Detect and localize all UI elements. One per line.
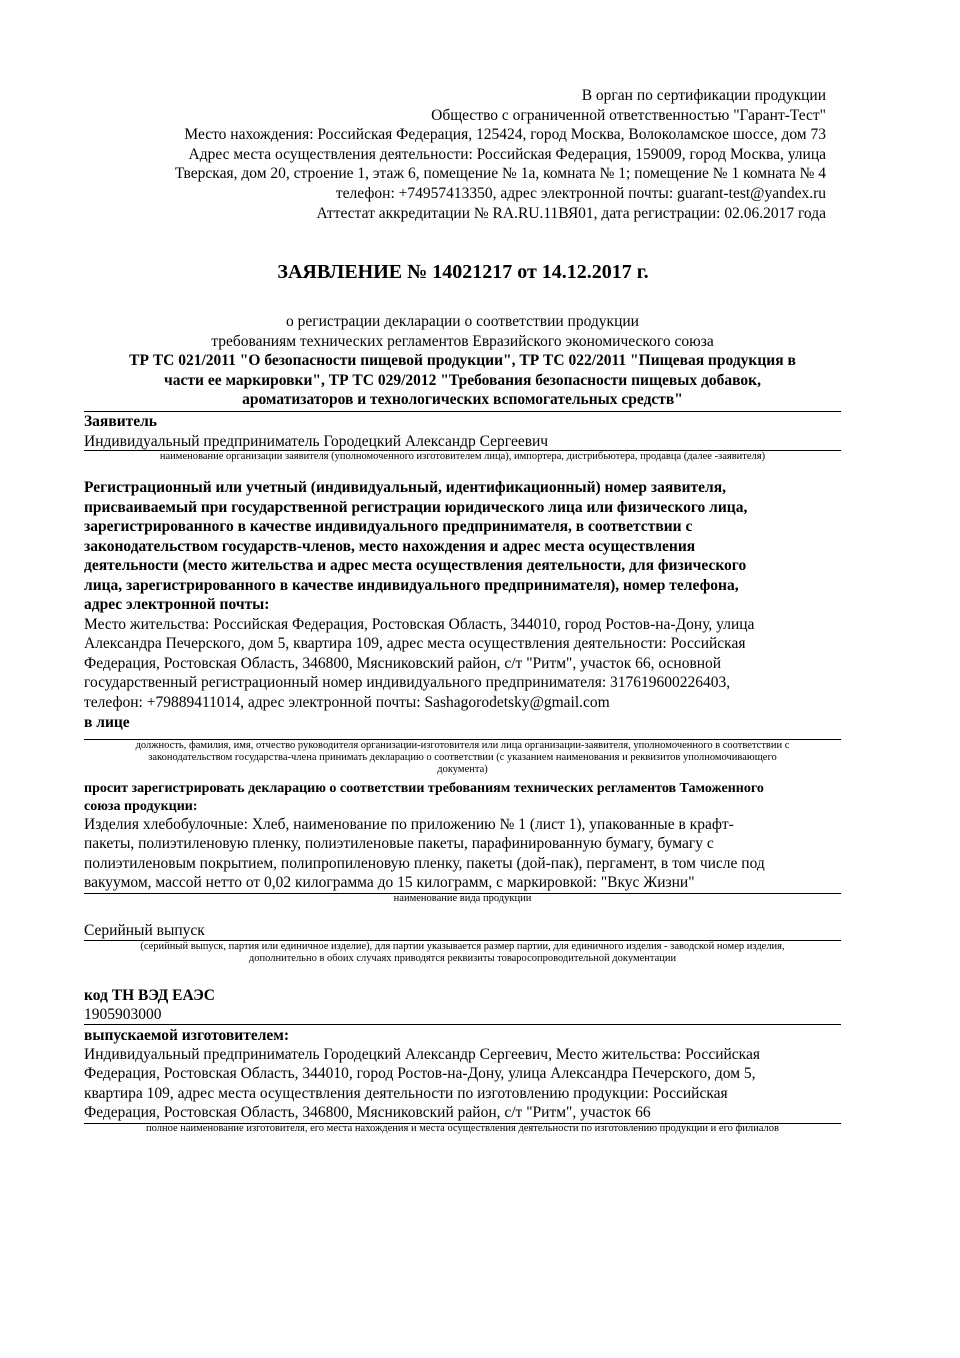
product-line: вакуумом, массой нетто от 0,02 килограмма до 15 килограмм, с маркировкой: "Вкус Жизни" [84, 874, 695, 892]
registration-label [84, 478, 841, 615]
document-title: ЗАЯВЛЕНИЕ № 14021217 от 14.12.2017 г. [277, 261, 649, 283]
subtitle-line: требованиям технических регламентов Евразийского экономического союза [211, 332, 714, 350]
product-line: полиэтиленовым покрытием, полипропиленовую пленку, пакеты (дой-пак), пергамент, в том числе под [84, 854, 765, 872]
caption-line: документа) [437, 764, 488, 776]
registration-label-line: законодательством государств-членов, место нахождения и адрес места осуществления [84, 537, 696, 555]
applicant-value: Индивидуальный предприниматель Городецкий Александр Сергеевич [84, 433, 549, 450]
registration-value-line: Федерация, Ростовская Область, 346800, Мясниковский район, с/т "Ритм", участок 66, основной [84, 654, 722, 672]
request-label [84, 780, 841, 815]
manufacturer-caption: полное наименование изготовителя, его места нахождения и места осуществления деятельности по изготовлению продукции и его филиалов [146, 1123, 779, 1134]
applicant-label: Заявитель [84, 413, 158, 430]
manufacturer-line: квартира 109, адрес места осуществления деятельности по изготовлению продукции: Российская [84, 1084, 728, 1102]
request-caption: наименование вида продукции [393, 893, 532, 904]
addressee-line: Адрес места осуществления деятельности: Российская Федерация, 159009, город Москва, улица [188, 145, 826, 163]
addressee-block [90, 86, 826, 223]
code-value: 1905903000 [84, 1006, 162, 1023]
request-label-line: просит зарегистрировать декларацию о соответствии требованиям технических регламентов Таможенного [84, 781, 764, 796]
addressee-line: В орган по сертификации продукции [581, 87, 826, 104]
regulations-line: ароматизаторов и технологических вспомогательных средств" [242, 391, 683, 409]
registration-value-line: телефон: +79889411014, адрес электронной почты: Sashagorodetsky@gmail.com [84, 693, 610, 711]
caption-line: должность, фамилия, имя, отчество руководителя организации-изготовителя или лица организации-заявителя, уполномоченного в соответствии с [135, 740, 790, 751]
manufacturer-line: Федерация, Ростовская Область, 344010, город Ростов-на-Дону, улица Александра Печерского, дом 5, [84, 1065, 756, 1083]
registration-value-line: Место жительства: Российская Федерация, Ростовская Область, 344010, город Ростов-на-Дону, улица [84, 616, 755, 633]
addressee-line: Аттестат аккредитации № RA.RU.11ВЯ01, дата регистрации: 02.06.2017 года [316, 204, 826, 222]
registration-label-line: деятельности (место жительства и адрес места осуществления деятельности, для физического [84, 557, 747, 574]
registration-label-line: присваиваемый при государственной регистрации юридического лица или физического лица, [84, 498, 748, 516]
regulations-line: ТР ТС 021/2011 "О безопасности пищевой продукции", ТР ТС 022/2011 "Пищевая продукция в [129, 352, 796, 370]
registration-value [84, 615, 841, 712]
divider [84, 1024, 841, 1025]
addressee-line: Место нахождения: Российская Федерация, 125424, город Москва, Волоколамское шоссе, дом 73 [184, 126, 826, 144]
subtitle-line: о регистрации декларации о соответствии продукции [286, 313, 639, 330]
release-caption [84, 941, 841, 965]
request-label-line: союза продукции: [84, 798, 198, 814]
registration-label-line: зарегистрированного в качестве индивидуального предпринимателя, в соответствии с [84, 518, 693, 535]
addressee-line: телефон: +74957413350, адрес электронной почты: guarant-test@yandex.ru [335, 184, 826, 202]
registration-value-line: Александра Печерского, дом 5, квартира 109, адрес места осуществления деятельности: Российская [84, 635, 746, 653]
manufacturer-line: Федерация, Ростовская Область, 346800, Мясниковский район, с/т "Ритм", участок 66 [84, 1104, 651, 1122]
product-line: пакеты, полиэтиленовую пленку, полиэтиленовые пакеты, парафинированную бумагу, бумагу с [84, 835, 714, 853]
caption-line: (серийный выпуск, партия или единичное изделие), для партии указывается размер партии, для единичного изделия - заводской номер изделия, [140, 941, 785, 952]
represented-by-caption [84, 740, 841, 777]
manufacturer-line: Индивидуальный предприниматель Городецкий Александр Сергеевич, Место жительства: Российская [84, 1046, 760, 1063]
represented-by-label: в лице [84, 714, 130, 731]
caption-line: законодательством государства-члена принимать декларацию о соответствии (с указанием наименования и реквизитов уполномочивающего [148, 752, 777, 764]
regulations-line: части ее маркировки", ТР ТС 029/2012 "Требования безопасности пищевых добавок, [164, 371, 761, 389]
code-label: код ТН ВЭД ЕАЭС [84, 987, 215, 1004]
registration-label-line: адрес электронной почты: [84, 596, 270, 613]
registration-label-line: Регистрационный или учетный (индивидуальный, идентификационный) номер заявителя, [84, 479, 726, 496]
addressee-line: Тверская, дом 20, строение 1, этаж 6, помещение № 1а, комната № 1; помещение № 1 комната № 4 [174, 165, 826, 183]
applicant-caption: наименование организации заявителя (уполномоченного изготовителем лица), импортера, дистрибьютера, продавца (далее -заявителя) [159, 451, 766, 462]
manufacturer-label: выпускаемой изготовителем: [84, 1027, 290, 1044]
product-line: Изделия хлебобулочные: Хлеб, наименование по приложению № 1 (лист 1), упакованные в крафт- [84, 816, 734, 833]
registration-value-line: государственный регистрационный номер индивидуального предпринимателя: 317619600226403, [84, 674, 731, 692]
applicant-section [84, 412, 841, 451]
registration-label-line: лица, зарегистрированного в качестве индивидуального предпринимателя), номер телефона, [84, 576, 739, 594]
caption-line: дополнительно в обоих случаях приводятся реквизиты товаросопроводительной документации [248, 953, 677, 965]
manufacturer-value [84, 1045, 841, 1123]
addressee-line: Общество с ограниченной ответственностью "Гарант-Тест" [431, 106, 826, 124]
request-value [84, 815, 841, 893]
release-value: Серийный выпуск [84, 922, 205, 939]
subtitle-block [84, 312, 841, 410]
